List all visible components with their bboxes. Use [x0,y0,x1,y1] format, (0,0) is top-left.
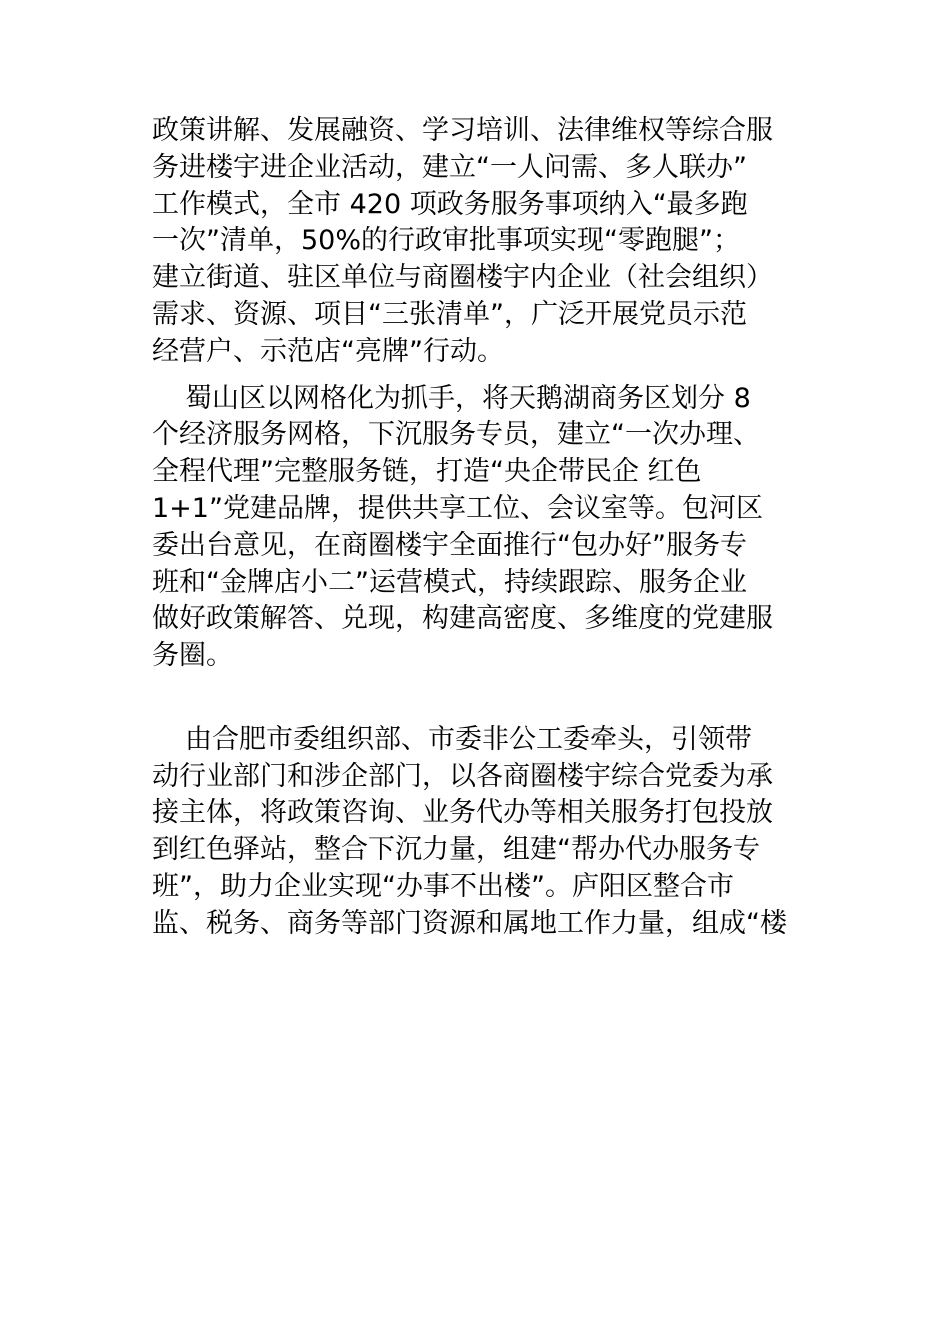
text-line: 班”，助力企业实现“办事不出楼”。庐阳区整合市 [152,870,734,902]
text-line: 个经济服务网格，下沉服务专员，建立“一次办理、 [152,419,760,451]
text-line: 务圈。 [152,640,233,672]
text-line: 建立街道、驻区单位与商圈楼宇内企业（社会组织） [152,262,773,294]
text-line: 政策讲解、发展融资、学习培训、法律维权等综合服 [152,115,773,146]
text-line: 蜀山区以网格化为抓手，将天鹅湖商务区划分 8 [185,382,751,414]
text-line: 务进楼宇进企业活动，建立“一人问需、多人联办” [152,151,747,183]
text-line: 全程代理”完整服务链，打造“央企带民企 红色 [152,456,702,488]
text-line: 1+1”党建品牌，提供共享工位、会议室等。包河区 [152,492,763,524]
text-line: 监、税务、商务等部门资源和属地工作力量，组成“楼 [152,907,787,939]
paragraph-1 [152,113,832,371]
text-line: 一次”清单，50%的行政审批事项实现“零跑腿”； [152,225,740,257]
text-line: 动行业部门和涉企部门，以各商圈楼宇综合党委为承 [152,760,773,792]
text-line: 由合肥市委组织部、市委非公工委牵头，引领带 [185,723,752,755]
text-line: 需求、资源、项目“三张清单”，广泛开展党员示范 [152,298,747,330]
document-body [152,113,832,953]
text-line: 接主体，将政策咨询、业务代办等相关服务打包投放 [152,797,773,829]
text-line: 做好政策解答、兑现，构建高密度、多维度的党建服 [152,603,773,635]
text-line: 经营户、示范店“亮牌”行动。 [152,335,504,367]
text-line: 工作模式，全市 420 项政务服务事项纳入“最多跑 [152,188,748,220]
paragraph-2 [152,381,832,712]
text-line: 委出台意见，在商圈楼宇全面推行“包办好”服务专 [152,529,747,561]
text-line [152,675,832,712]
text-line: 班和“金牌店小二”运营模式，持续跟踪、服务企业 [152,566,747,598]
text-line: 到红色驿站，整合下沉力量，组建“帮办代办服务专 [152,834,760,866]
paragraph-3 [152,722,832,943]
